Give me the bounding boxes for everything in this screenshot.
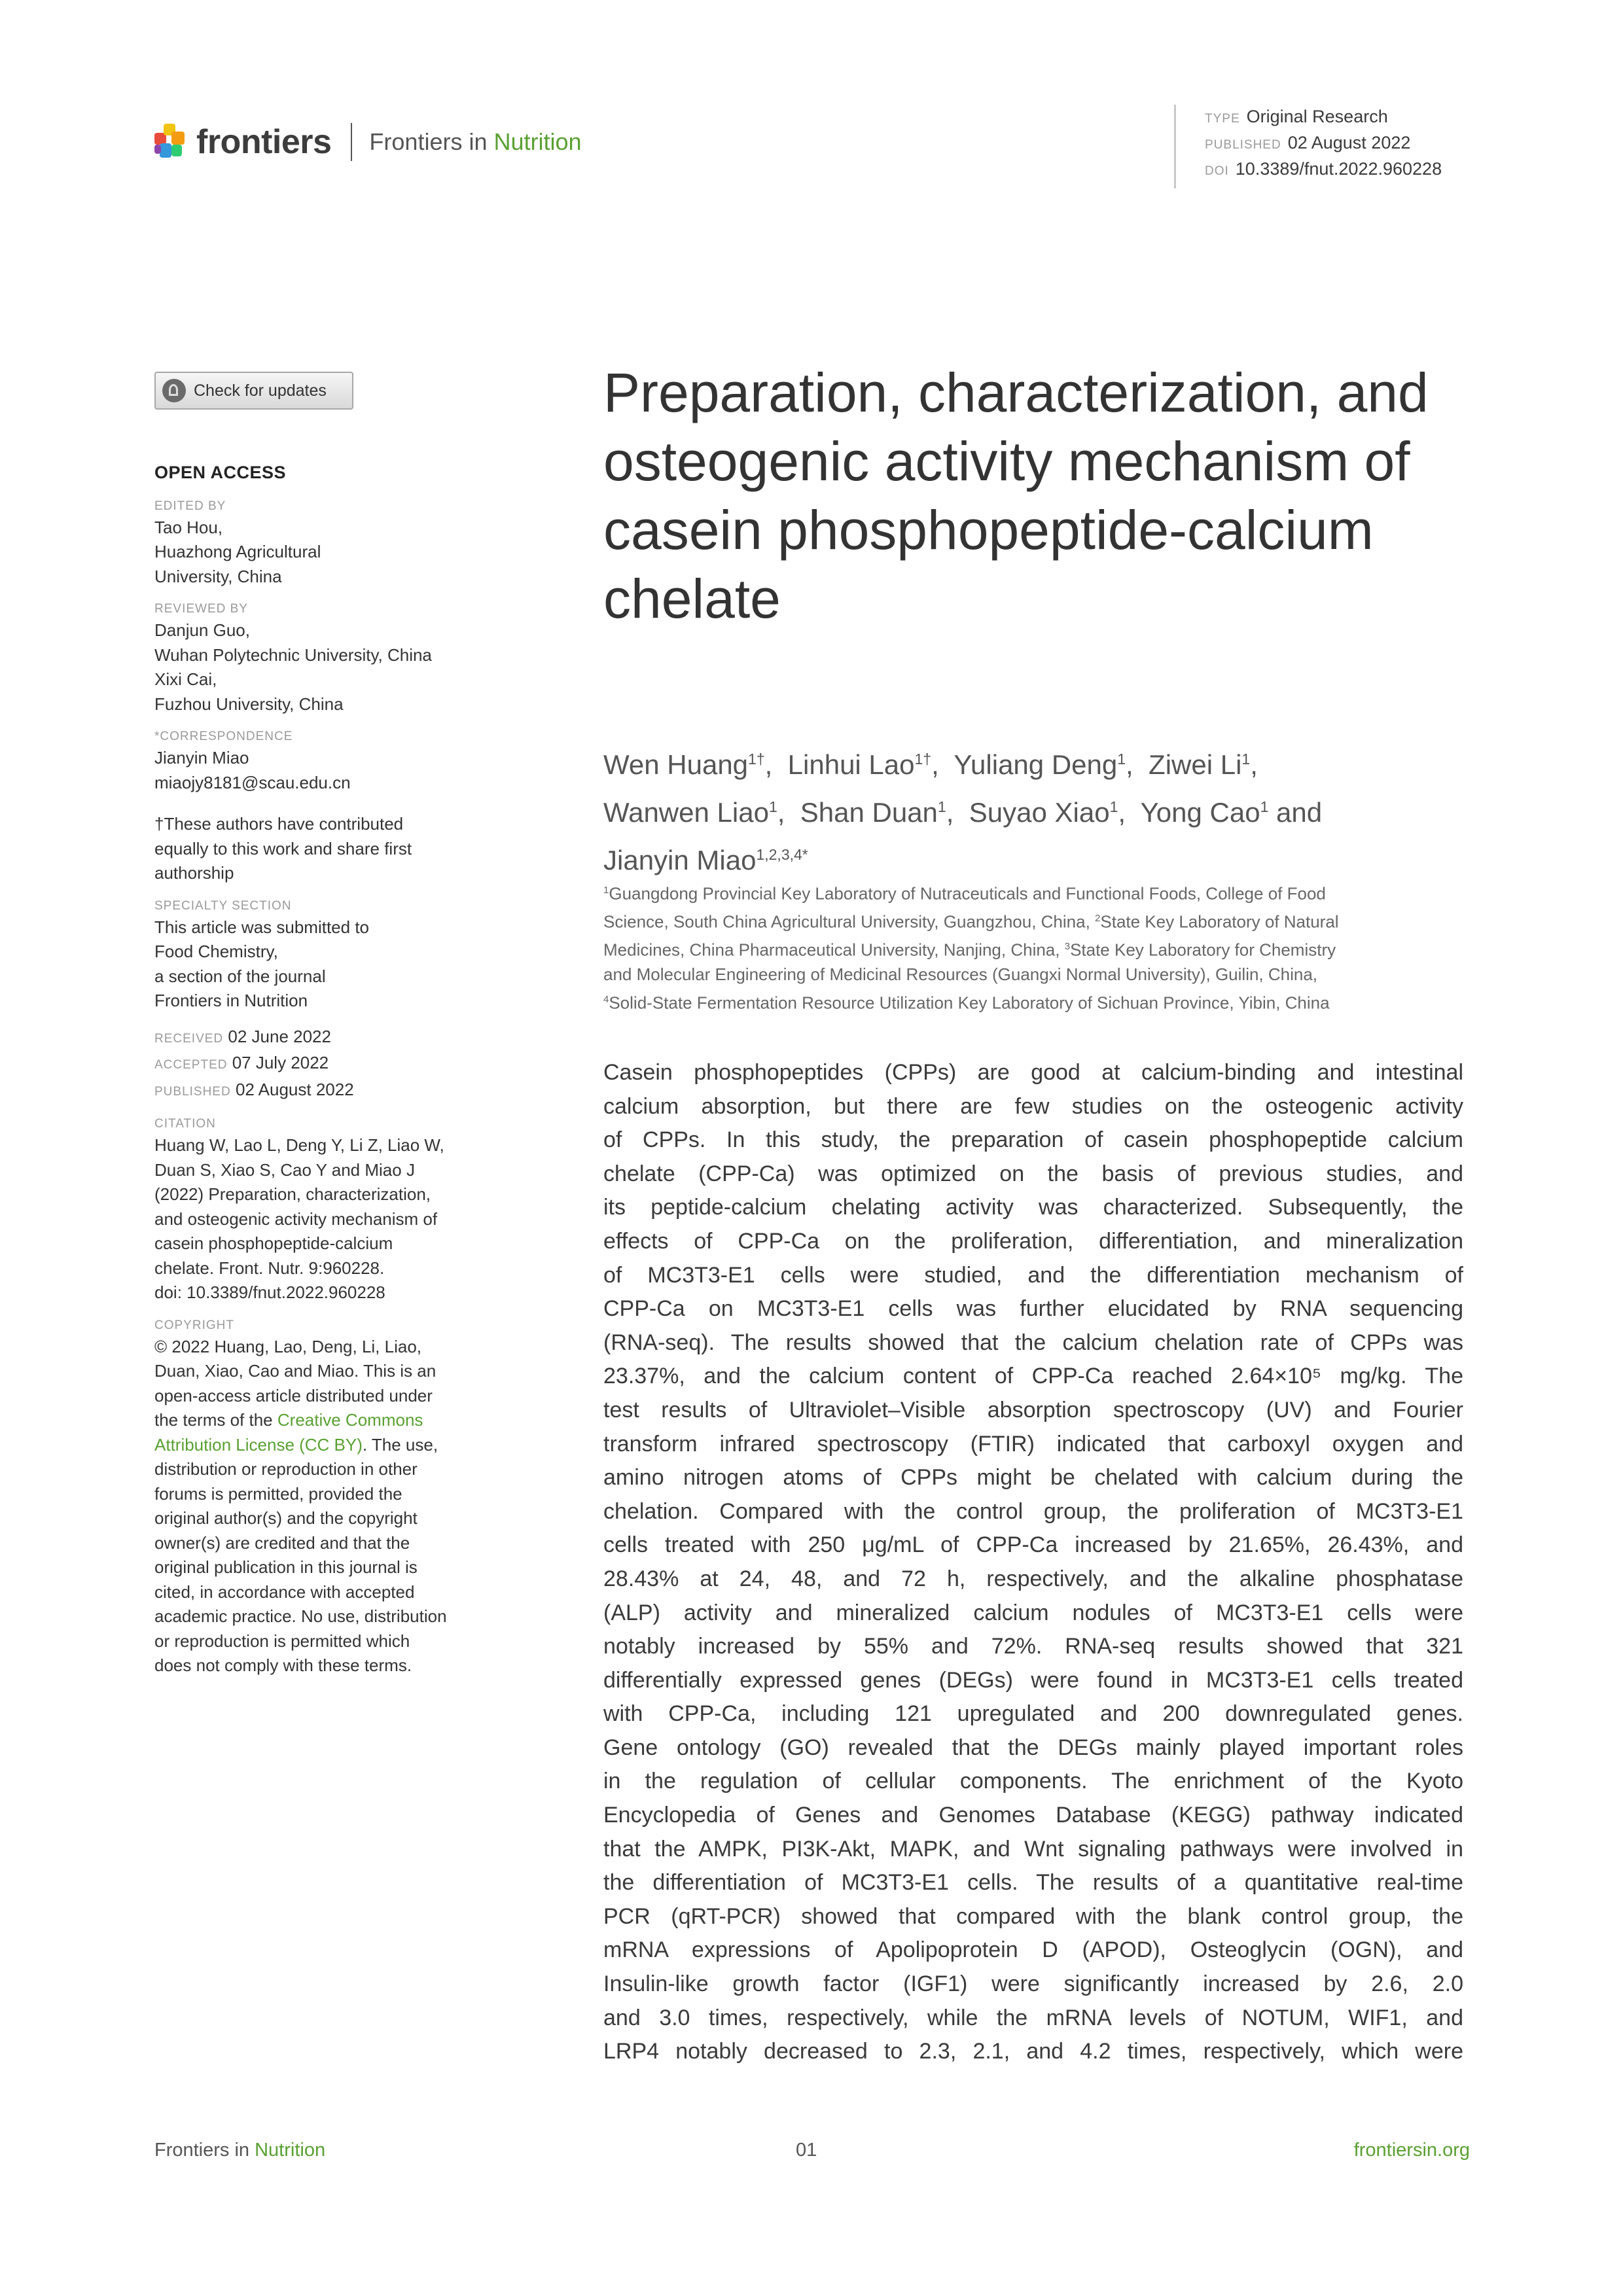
page-number: 01 [796, 2140, 817, 2161]
reviewer-line: Xixi Cai, [154, 669, 217, 689]
author-affiliation-sup: 1† [914, 751, 932, 768]
abstract-line: its peptide-calcium chelating activity was characterized. Subsequently, the [603, 1195, 1463, 1220]
specialty-line: Frontiers in Nutrition [154, 991, 308, 1010]
date-value: 02 June 2022 [228, 1026, 331, 1046]
author-name[interactable]: Shan Duan [800, 797, 938, 828]
correspondence-name: Jianyin Miao [154, 748, 249, 768]
journal-name[interactable] [369, 128, 581, 156]
affiliation-sup: 2 [1095, 913, 1101, 925]
copyright-line: owner(s) are credited and that the [154, 1532, 410, 1553]
affiliation-line [603, 906, 1474, 934]
author-name[interactable]: Yuliang Deng [954, 749, 1118, 780]
citation-line: and osteogenic activity mechanism of [154, 1209, 438, 1229]
copyright-line: Duan, Xiao, Cao and Miao. This is an [154, 1361, 437, 1381]
editor-line: Tao Hou, [154, 517, 223, 537]
license-link[interactable]: Attribution License (CC BY) [154, 1434, 363, 1455]
citation-line: Huang W, Lao L, Deng Y, Li Z, Liao W, [154, 1135, 444, 1155]
abstract-line: (RNA-seq). The results showed that the calcium chelation rate of CPPs was [603, 1330, 1463, 1355]
affiliation-line [603, 934, 1474, 963]
meta-doi [1205, 157, 1442, 183]
author-name[interactable]: Jianyin Miao [603, 845, 757, 875]
copyright-line: academic practice. No use, distribution [154, 1606, 447, 1626]
author-separator: , [1250, 749, 1258, 780]
abstract-line: that the AMPK, PI3K-Akt, MAPK, and Wnt signaling pathways were involved in [603, 1836, 1463, 1862]
author-separator: , [931, 749, 939, 780]
abstract [603, 1056, 1463, 2069]
copyright-line: original author(s) and the copyright [154, 1508, 418, 1528]
footer-journal[interactable] [154, 2140, 325, 2161]
abstract-line: of MC3T3-E1 cells were studied, and the differentiation mechanism of [603, 1262, 1463, 1288]
open-access-heading: OPEN ACCESS [154, 463, 287, 482]
affiliation-text: Guangdong Provincial Key Laboratory of Nutraceuticals and Functional Foods, College of Food [609, 883, 1326, 904]
affiliation-sup: 3 [1064, 941, 1071, 953]
abstract-line: in the regulation of cellular components. The enrichment of the Kyoto [603, 1769, 1463, 1794]
affiliation-sup: 4 [603, 993, 609, 1005]
author-name[interactable]: Suyao Xiao [969, 797, 1110, 828]
citation-line: chelate. Front. Nutr. 9:960228. [154, 1258, 385, 1278]
abstract-line: Casein phosphopeptides (CPPs) are good at calcium-binding and intestinal [603, 1060, 1463, 1085]
author-affiliation-sup: 1,2,3,4* [756, 846, 808, 863]
abstract-line: effects of CPP-Ca on the proliferation, differentiation, and mineralization [603, 1228, 1463, 1254]
reviewer-line: Wuhan Polytechnic University, China [154, 645, 432, 665]
author [800, 797, 954, 828]
author-name[interactable]: Yong Cao [1140, 797, 1260, 828]
meta-key: PUBLISHED [1205, 138, 1281, 152]
copyright-line: original publication in this journal is [154, 1557, 418, 1577]
author-name[interactable]: Ziwei Li [1149, 749, 1242, 780]
article-title: Preparation, characterization, and osteogenic activity mechanism of casein phosphopeptide-calcium chelate [603, 362, 1429, 629]
author-separator: and [1268, 797, 1323, 828]
abstract-line: amino nitrogen atoms of CPPs might be chelated with calcium during the [603, 1465, 1463, 1491]
author-affiliation-sup: 1 [768, 798, 777, 815]
author-affiliation-sup: 1 [937, 798, 946, 815]
reviewer-line: Danjun Guo, [154, 620, 250, 640]
abstract-line: calcium absorption, but there are few studies on the osteogenic activity [603, 1093, 1463, 1119]
header-divider [351, 123, 352, 161]
abstract-line: chelate (CPP-Ca) was optimized on the basis of previous studies, and [603, 1161, 1463, 1186]
author-affiliation-sup: 1 [1241, 751, 1251, 768]
author-affiliation-sup: 1† [748, 751, 765, 768]
abstract-line: PCR (qRT-PCR) showed that compared with the blank control group, the [603, 1903, 1463, 1929]
copyright-line: © 2022 Huang, Lao, Deng, Li, Liao, [154, 1336, 422, 1356]
author-affiliation-sup: 1 [1109, 798, 1118, 815]
check-for-updates-button[interactable] [154, 372, 353, 410]
journal-title: Nutrition [493, 128, 582, 155]
affiliation-text: Science, South China Agricultural University, Guangzhou, China, [603, 911, 1096, 932]
affiliation-text: Medicines, China Pharmaceutical University, Nanjing, China, [603, 940, 1065, 960]
affiliation-text: State Key Laboratory for Chemistry [1070, 940, 1336, 960]
abstract-line: 23.37%, and the calcium content of CPP-Ca reached 2.64×10⁵ mg/kg. The [603, 1364, 1463, 1389]
citation-line: casein phosphopeptide-calcium [154, 1233, 393, 1253]
specialty-line: a section of the journal [154, 966, 326, 986]
meta-published [1205, 131, 1442, 157]
copyright-line [154, 1433, 501, 1458]
abstract-line: Encyclopedia of Genes and Genomes Database (KEGG) pathway indicated [603, 1803, 1463, 1828]
reviewer-line: Fuzhou University, China [154, 694, 344, 714]
abstract-line: CPP-Ca on MC3T3-E1 cells was further elucidated by RNA sequencing [603, 1296, 1463, 1322]
published-date [154, 1078, 501, 1104]
copyright-line [154, 1408, 501, 1433]
doi-link[interactable]: 10.3389/fnut.2022.960228 [1235, 159, 1442, 179]
logo-wordmark: frontiers [196, 123, 332, 161]
edited-by-key: EDITED BY [154, 499, 226, 513]
abstract-line: 28.43% at 24, 48, and 72 h, respectively, and the alkaline phosphatase [603, 1566, 1463, 1591]
citation-key: CITATION [154, 1117, 216, 1131]
author [603, 845, 808, 875]
copyright-text: . The use, [362, 1434, 438, 1455]
received-date [154, 1025, 501, 1051]
copyright-key: COPYRIGHT [154, 1318, 234, 1332]
citation-line: Duan S, Xiao S, Cao Y and Miao J [154, 1159, 415, 1180]
reviewed-by-key: REVIEWED BY [154, 602, 248, 616]
accepted-date [154, 1051, 501, 1078]
date-key: PUBLISHED [154, 1084, 231, 1099]
journal-prefix: Frontiers in [369, 128, 488, 155]
affiliations [603, 878, 1474, 1016]
specialty-line: This article was submitted to [154, 917, 370, 937]
abstract-line: differentially expressed genes (DEGs) were found in MC3T3-E1 cells treated [603, 1667, 1463, 1693]
specialty-line: Food Chemistry, [154, 942, 278, 961]
check-updates-label: Check for updates [194, 381, 327, 400]
author [788, 749, 939, 780]
equal-contribution-note: †These authors have contributed [154, 814, 404, 834]
citation-line: (2022) Preparation, characterization, [154, 1184, 431, 1204]
copyright-line: cited, in accordance with accepted [154, 1581, 415, 1602]
date-value: 02 August 2022 [235, 1079, 354, 1099]
author-separator: , [1126, 749, 1133, 780]
abstract-line: the differentiation of MC3T3-E1 cells. The results of a quantitative real-time [603, 1870, 1463, 1896]
meta-value: Original Research [1246, 107, 1388, 126]
correspondence-key: *CORRESPONDENCE [154, 730, 293, 743]
author-separator: , [777, 797, 785, 828]
abstract-line: Gene ontology (GO) revealed that the DEGs mainly played important roles [603, 1735, 1463, 1760]
article-meta [1174, 105, 1442, 188]
page-footer [154, 2140, 1470, 2166]
footer-journal-name: Nutrition [255, 2140, 326, 2161]
meta-value: 02 August 2022 [1287, 133, 1411, 152]
publisher-logo[interactable] [154, 122, 582, 162]
date-key: ACCEPTED [154, 1058, 228, 1072]
affiliation-line [603, 878, 1474, 906]
author [603, 797, 785, 828]
author-affiliation-sup: 1 [1260, 798, 1269, 815]
abstract-line: transform infrared spectroscopy (FTIR) indicated that carboxyl oxygen and [603, 1431, 1463, 1457]
affiliation-text: State Key Laboratory of Natural [1100, 911, 1339, 932]
copyright-line: or reproduction is permitted which [154, 1631, 410, 1651]
copyright-text: the terms of the [154, 1410, 273, 1430]
copyright-line: open-access article distributed under [154, 1385, 433, 1405]
affiliation-line [603, 963, 1474, 987]
abstract-line: notably increased by 55% and 72%. RNA-seq results showed that 321 [603, 1634, 1463, 1659]
abstract-line: chelation. Compared with the control group, the proliferation of MC3T3-E1 [603, 1498, 1463, 1524]
meta-key: DOI [1205, 164, 1229, 178]
bookmark-icon [162, 379, 186, 402]
abstract-line: test results of Ultraviolet–Visible absorption spectroscopy (UV) and Fourier [603, 1397, 1463, 1422]
meta-key: TYPE [1205, 112, 1240, 126]
citation-doi[interactable]: doi: 10.3389/fnut.2022.960228 [154, 1282, 385, 1302]
affiliation-line [603, 987, 1474, 1016]
author-separator: , [1118, 797, 1126, 828]
abstract-line: and 3.0 times, respectively, while the mRNA levels of NOTUM, WIF1, and [603, 2005, 1463, 2030]
author [1149, 749, 1258, 780]
author-name[interactable]: Wen Huang [603, 749, 749, 780]
abstract-line: of CPPs. In this study, the preparation of casein phosphopeptide calcium [603, 1127, 1463, 1153]
author-list [603, 738, 1474, 881]
meta-type [1205, 105, 1442, 131]
copyright-line: distribution or reproduction in other [154, 1459, 418, 1479]
abstract-line: (ALP) activity and mineralized calcium nodules of MC3T3-E1 cells were [603, 1600, 1463, 1625]
affiliation-text: Solid-State Fermentation Resource Utilization Key Laboratory of Sichuan Province, Yibin, China [609, 993, 1330, 1013]
abstract-line: cells treated with 250 μg/mL of CPP-Ca increased by 21.65%, 26.43%, and [603, 1532, 1463, 1558]
sidebar [154, 461, 501, 1678]
author [969, 797, 1126, 828]
abstract-line: mRNA expressions of Apolipoprotein D (APOD), Osteoglycin (OGN), and [603, 1937, 1463, 1963]
author [603, 749, 772, 780]
author-name[interactable]: Wanwen Liao [603, 797, 769, 828]
affiliation-text: and Molecular Engineering of Medicinal Resources (Guangxi Normal University), Guilin, China, [603, 964, 1318, 985]
abstract-line: Insulin-like growth factor (IGF1) were significantly increased by 2.6, 2.0 [603, 1971, 1463, 1997]
equal-contribution-note: authorship [154, 863, 234, 883]
affiliation-sup: 1 [603, 885, 609, 896]
author [954, 749, 1133, 780]
specialty-key: SPECIALTY SECTION [154, 898, 292, 913]
footer-site-link[interactable]: frontiersin.org [1353, 2140, 1470, 2161]
editor-line: University, China [154, 566, 282, 586]
abstract-line: with CPP-Ca, including 121 upregulated and 200 downregulated genes. [603, 1701, 1463, 1727]
license-link[interactable]: Creative Commons [277, 1410, 423, 1430]
author [1141, 797, 1323, 828]
author-separator: , [946, 797, 954, 828]
abstract-line: LRP4 notably decreased to 2.3, 2.1, and 4.2 times, respectively, which were [603, 2039, 1463, 2064]
date-key: RECEIVED [154, 1031, 224, 1046]
date-value: 07 July 2022 [232, 1053, 329, 1072]
author-name[interactable]: Linhui Lao [787, 749, 915, 780]
editor-line: Huazhong Agricultural [154, 542, 321, 561]
author-separator: , [764, 749, 773, 780]
copyright-line: does not comply with these terms. [154, 1655, 412, 1675]
footer-journal-prefix: Frontiers in [154, 2140, 250, 2161]
frontiers-logo-icon [154, 124, 187, 160]
equal-contribution-note: equally to this work and share first [154, 838, 412, 858]
correspondence-email[interactable]: miaojy8181@scau.edu.cn [154, 772, 351, 792]
copyright-line: forums is permitted, provided the [154, 1483, 402, 1504]
author-affiliation-sup: 1 [1117, 751, 1126, 768]
